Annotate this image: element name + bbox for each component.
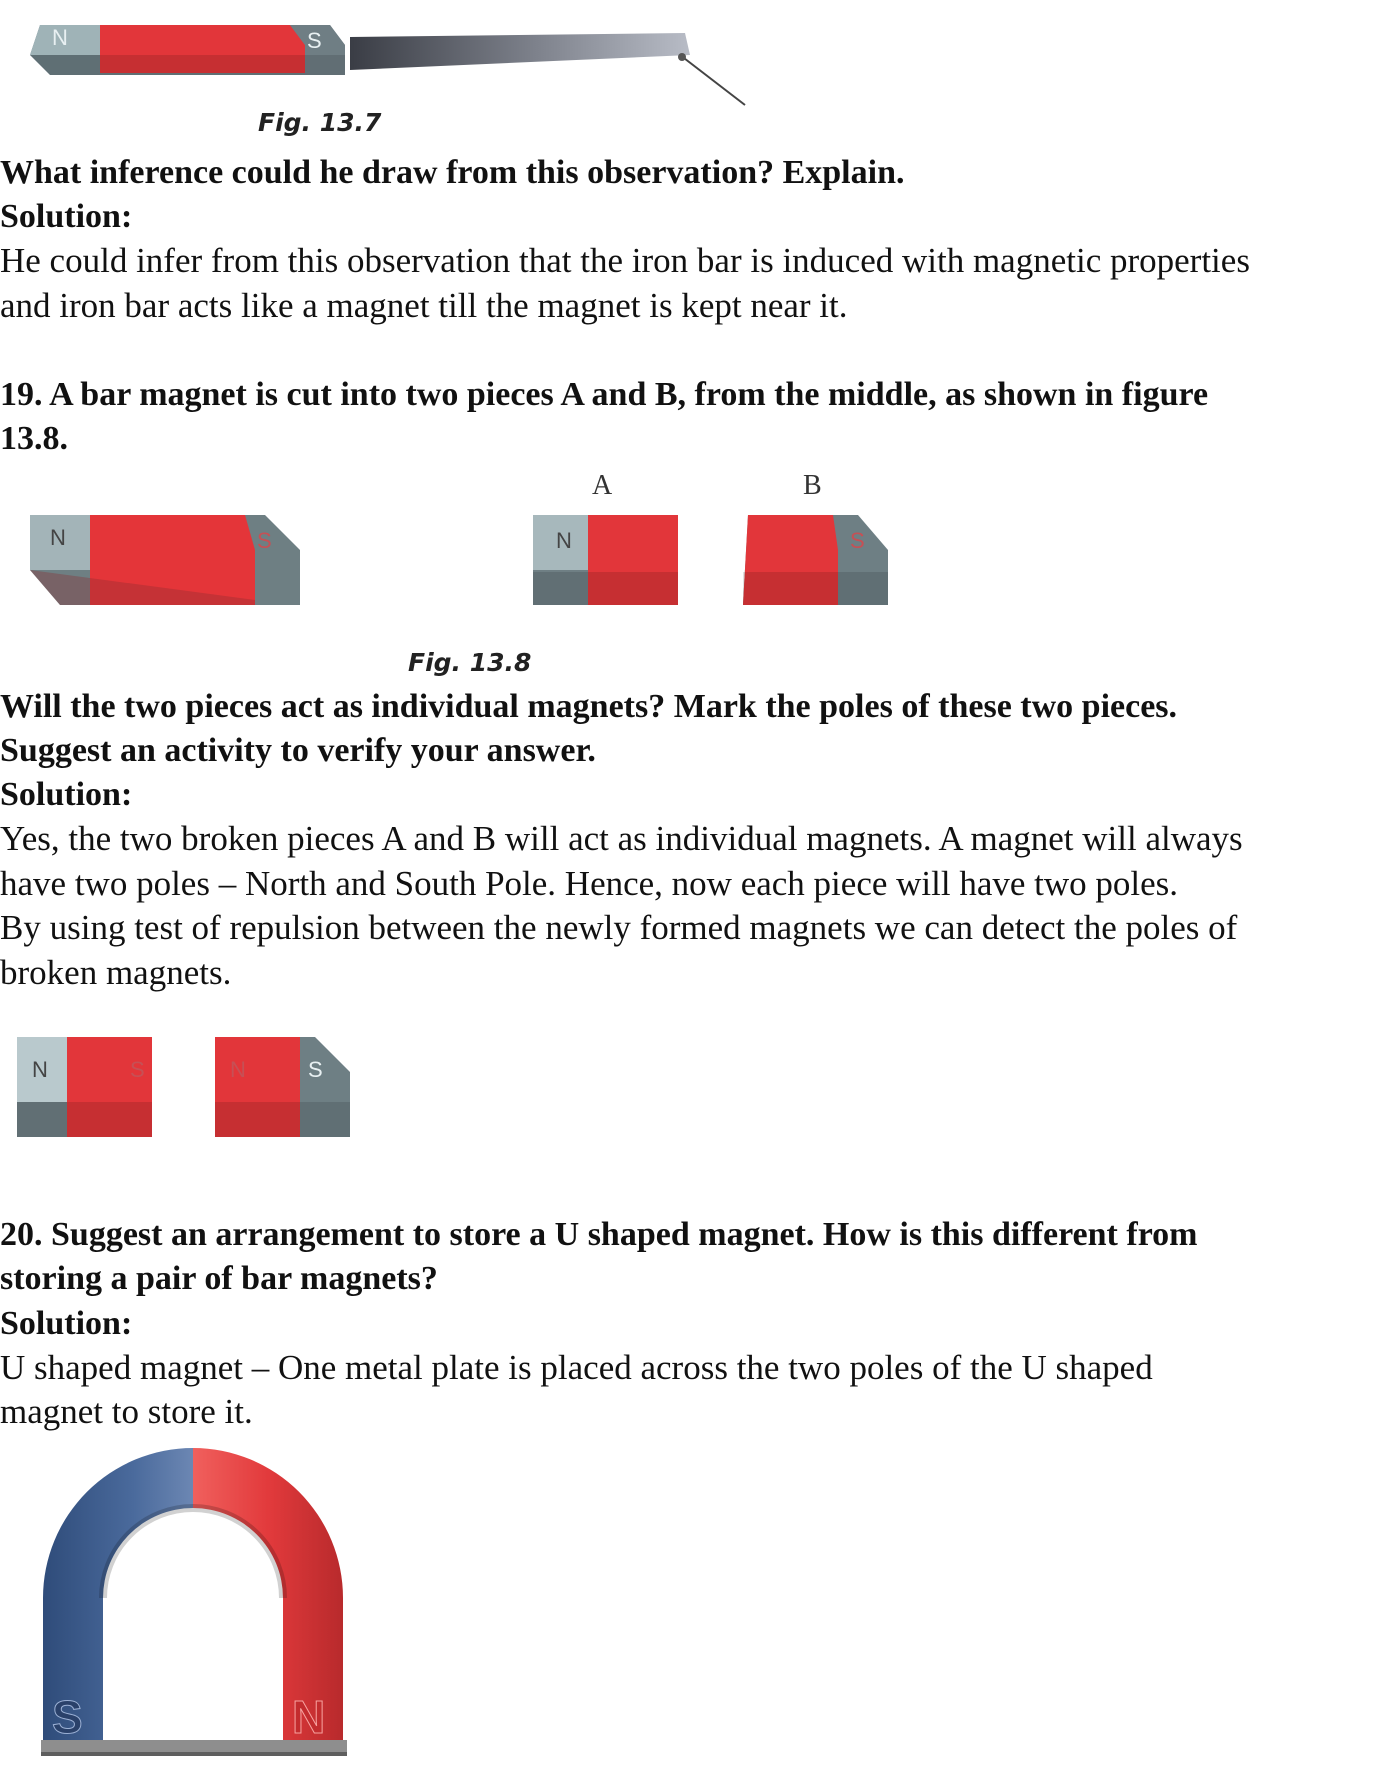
marked-piece-b-pole-s: S [308,1057,323,1082]
fig-13-7-pole-s: S [307,28,322,53]
marked-piece-a [12,1032,162,1142]
fig-13-8-piece-b-pole-s: S [850,528,865,553]
fig-13-7-caption: Fig. 13.7 [258,108,382,137]
u-magnet-pole-s: S [52,1691,83,1743]
marked-piece-a-pole-n: N [32,1057,48,1082]
u-shaped-magnet [38,1448,358,1758]
fig-13-8-piece-a [528,510,688,610]
fig-13-8-piece-a-pole-n: N [556,528,572,553]
fig-13-7-illustration [20,15,740,110]
fig-13-8-whole-magnet [25,510,305,610]
q19-answer-line-3: By using test of repulsion between the newly formed magnets we can detect the poles of [0,908,1238,947]
q20-answer-line-1: U shaped magnet – One metal plate is placed across the two poles of the U shaped [0,1348,1153,1387]
q19-question-line-1: 19. A bar magnet is cut into two pieces A and B, from the middle, as shown in figure [0,376,1209,413]
q18-answer-line-1: He could infer from this observation that the iron bar is induced with magnetic properties [0,241,1250,280]
fig-13-8-caption: Fig. 13.8 [408,648,532,677]
fig-13-7-pole-n: N [52,25,68,50]
q20-solution-label: Solution: [0,1305,133,1342]
q19-question-line-2: 13.8. [0,420,68,457]
fig-13-8-whole-pole-n: N [50,525,66,550]
q20-question-line-2: storing a pair of bar magnets? [0,1260,438,1297]
q18-solution-label: Solution: [0,198,133,235]
marked-piece-b-pole-n: N [230,1057,246,1082]
q20-question-line-1: 20. Suggest an arrangement to store a U shaped magnet. How is this different from [0,1216,1198,1253]
fig-13-8-whole-pole-s: S [257,528,272,553]
q18-answer-line-2: and iron bar acts like a magnet till the magnet is kept near it. [0,286,848,325]
q19-answer-line-1: Yes, the two broken pieces A and B will act as individual magnets. A magnet will always [0,819,1243,858]
q19-followup-line-2: Suggest an activity to verify your answer. [0,732,596,769]
marked-piece-a-pole-s: S [130,1057,145,1082]
q20-answer-line-2: magnet to store it. [0,1392,253,1431]
q18-question: What inference could he draw from this observation? Explain. [0,154,905,191]
fig-13-8-label-a: A [592,470,613,501]
fig-13-8-piece-b [738,510,898,610]
q19-solution-label: Solution: [0,776,133,813]
q19-answer-line-2: have two poles – North and South Pole. Hence, now each piece will have two poles. [0,864,1179,903]
u-magnet-pole-n: N [292,1691,326,1743]
q19-followup-line-1: Will the two pieces act as individual magnets? Mark the poles of these two pieces. [0,688,1178,725]
fig-13-8-label-b: B [803,470,822,501]
q19-answer-line-4: broken magnets. [0,953,232,992]
marked-piece-b [210,1032,360,1142]
iron-bar-pin [680,55,745,105]
